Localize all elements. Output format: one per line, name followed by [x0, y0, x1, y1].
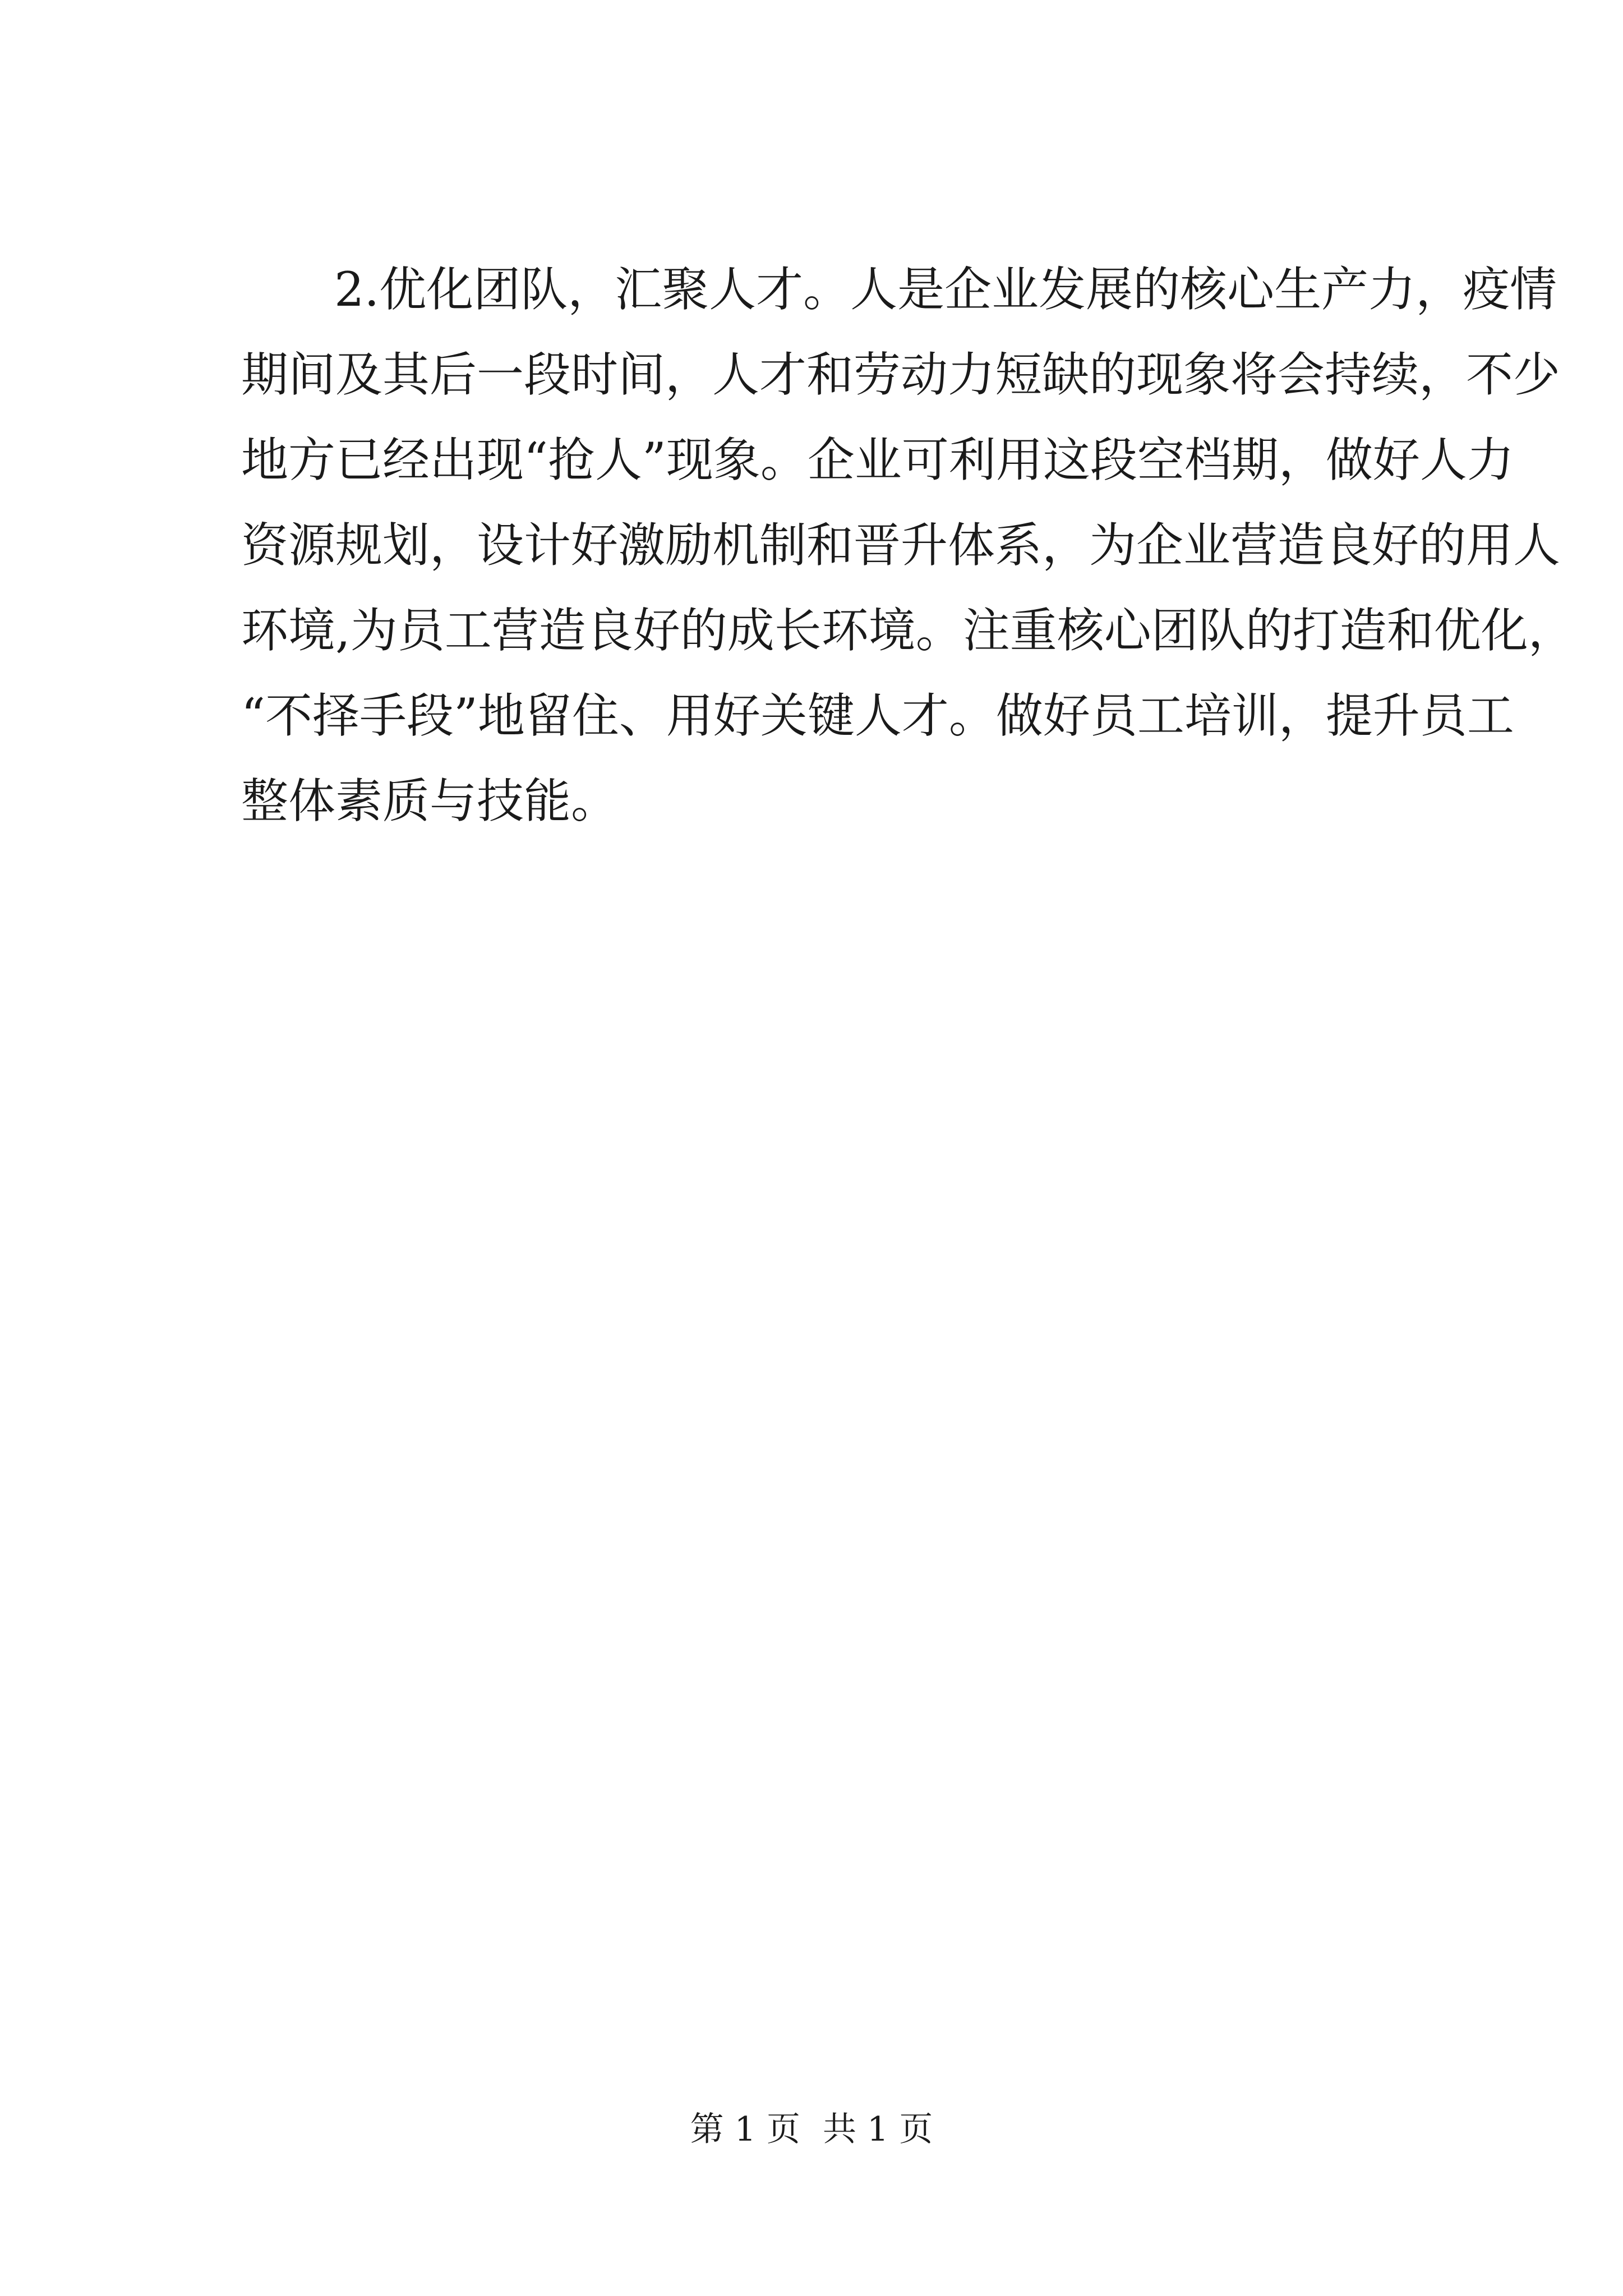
body-paragraph — [241, 247, 1575, 844]
page-footer — [0, 2107, 1623, 2152]
paragraph-line: 2.优化团队，汇聚人才。人是企业发展的核心生产力，疫情 — [334, 262, 1557, 317]
paragraph-line: 地方已经出现“抢人”现象。企业可利用这段空档期，做好人力 — [241, 432, 1514, 487]
page-number: 第 1 页 — [690, 2110, 800, 2149]
page-total: 共 1 页 — [823, 2110, 933, 2149]
paragraph-line: 整体素质与技能。 — [241, 774, 619, 829]
paragraph-line: 期间及其后一段时间，人才和劳动力短缺的现象将会持续，不少 — [241, 347, 1561, 402]
paragraph-line: 资源规划，设计好激励机制和晋升体系，为企业营造良好的用人 — [241, 518, 1561, 573]
paragraph-line: 环境,为员工营造良好的成长环境。注重核心团队的打造和优化， — [241, 603, 1575, 658]
paragraph-line: “不择手段”地留住、用好关键人才。做好员工培训，提升员工 — [241, 688, 1514, 743]
